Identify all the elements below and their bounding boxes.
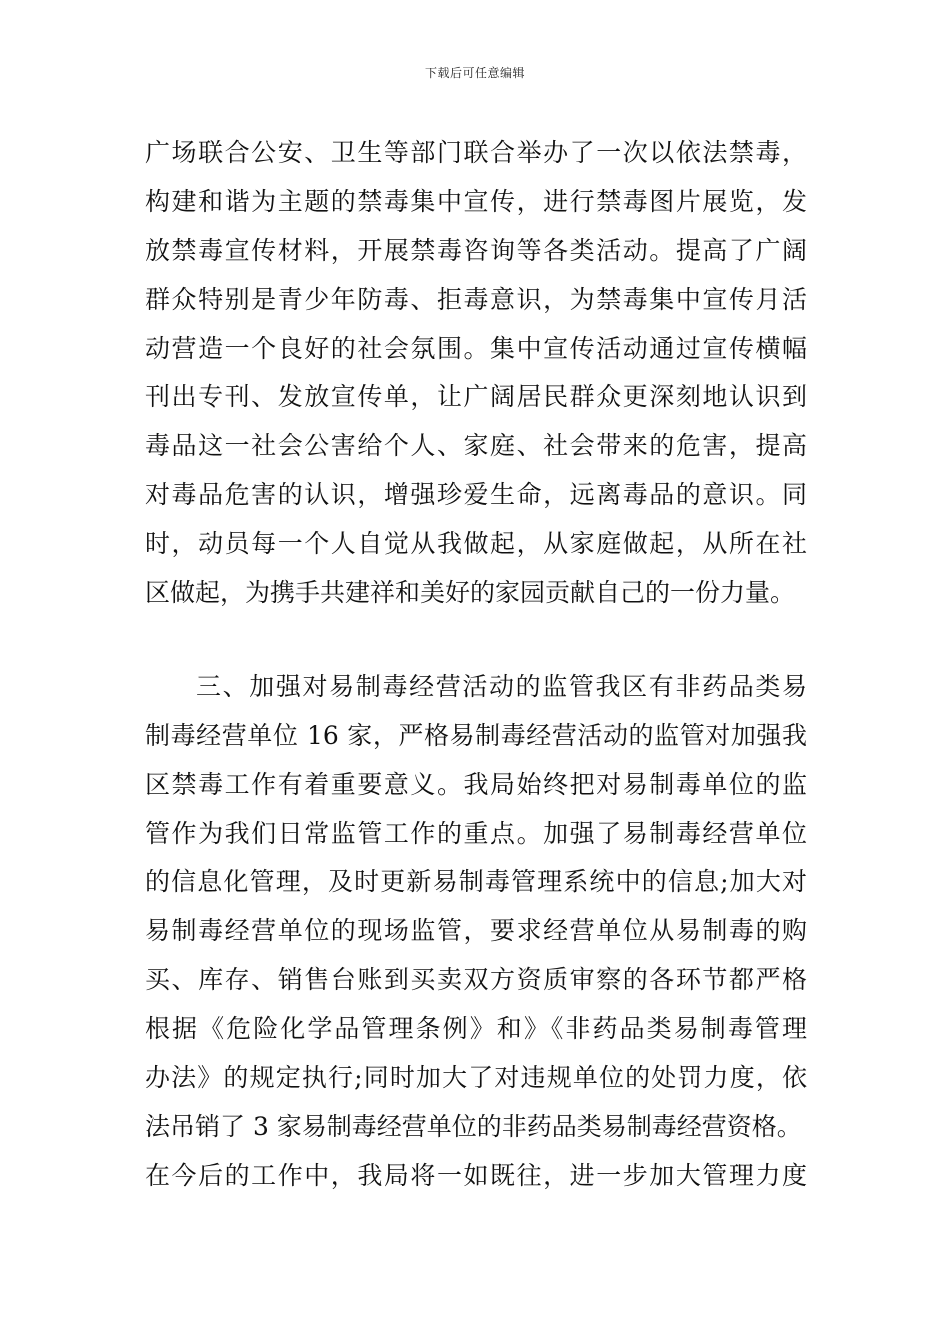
paragraph-2	[145, 663, 807, 1201]
paragraph-spacer	[145, 618, 807, 663]
text-line: 区做起，为携手共建祥和美好的家园贡献自己的一份力量。	[145, 578, 796, 608]
text-line: 对毒品危害的认识，增强珍爱生命，远离毒品的意识。同	[145, 480, 807, 510]
document-body	[145, 129, 807, 1201]
text-line: 放禁毒宣传材料，开展禁毒咨询等各类活动。提高了广阔	[145, 235, 807, 265]
text-line: 群众特别是青少年防毒、拒毒意识，为禁毒集中宣传月活	[145, 284, 807, 314]
text-line: 刊出专刊、发放宣传单，让广阔居民群众更深刻地认识到	[145, 382, 807, 412]
text-line: 在今后的工作中，我局将一如既往，进一步加大管理力度	[145, 1160, 807, 1190]
text-line: 法吊销了 3 家易制毒经营单位的非药品类易制毒经营资格。	[145, 1111, 802, 1141]
text-line: 时，动员每一个人自觉从我做起，从家庭做起，从所在社	[145, 529, 807, 559]
text-line: 制毒经营单位 16 家，严格易制毒经营活动的监管对加强我	[145, 720, 807, 750]
text-line: 的信息化管理，及时更新易制毒管理系统中的信息;加大对	[145, 867, 807, 897]
text-line: 易制毒经营单位的现场监管，要求经营单位从易制毒的购	[145, 916, 807, 946]
text-line: 根据《危险化学品管理条例》和》《非药品类易制毒管理	[145, 1014, 807, 1044]
text-line: 买、库存、销售台账到买卖双方资质审察的各环节都严格	[145, 965, 807, 995]
page-header: 下载后可任意编辑	[424, 66, 525, 80]
text-line: 动营造一个良好的社会氛围。集中宣传活动通过宣传横幅	[145, 333, 807, 363]
text-line: 区禁毒工作有着重要意义。我局始终把对易制毒单位的监	[145, 769, 807, 799]
text-line: 构建和谐为主题的禁毒集中宣传，进行禁毒图片展览，发	[145, 186, 807, 216]
text-line: 广场联合公安、卫生等部门联合举办了一次以依法禁毒，	[145, 138, 807, 167]
text-line: 毒品这一社会公害给个人、家庭、社会带来的危害，提高	[145, 431, 807, 461]
paragraph-1	[145, 129, 807, 618]
text-line: 三、加强对易制毒经营活动的监管我区有非药品类易	[196, 671, 807, 701]
text-line: 办法》的规定执行;同时加大了对违规单位的处罚力度，依	[145, 1063, 807, 1093]
text-line: 管作为我们日常监管工作的重点。加强了易制毒经营单位	[145, 818, 807, 848]
